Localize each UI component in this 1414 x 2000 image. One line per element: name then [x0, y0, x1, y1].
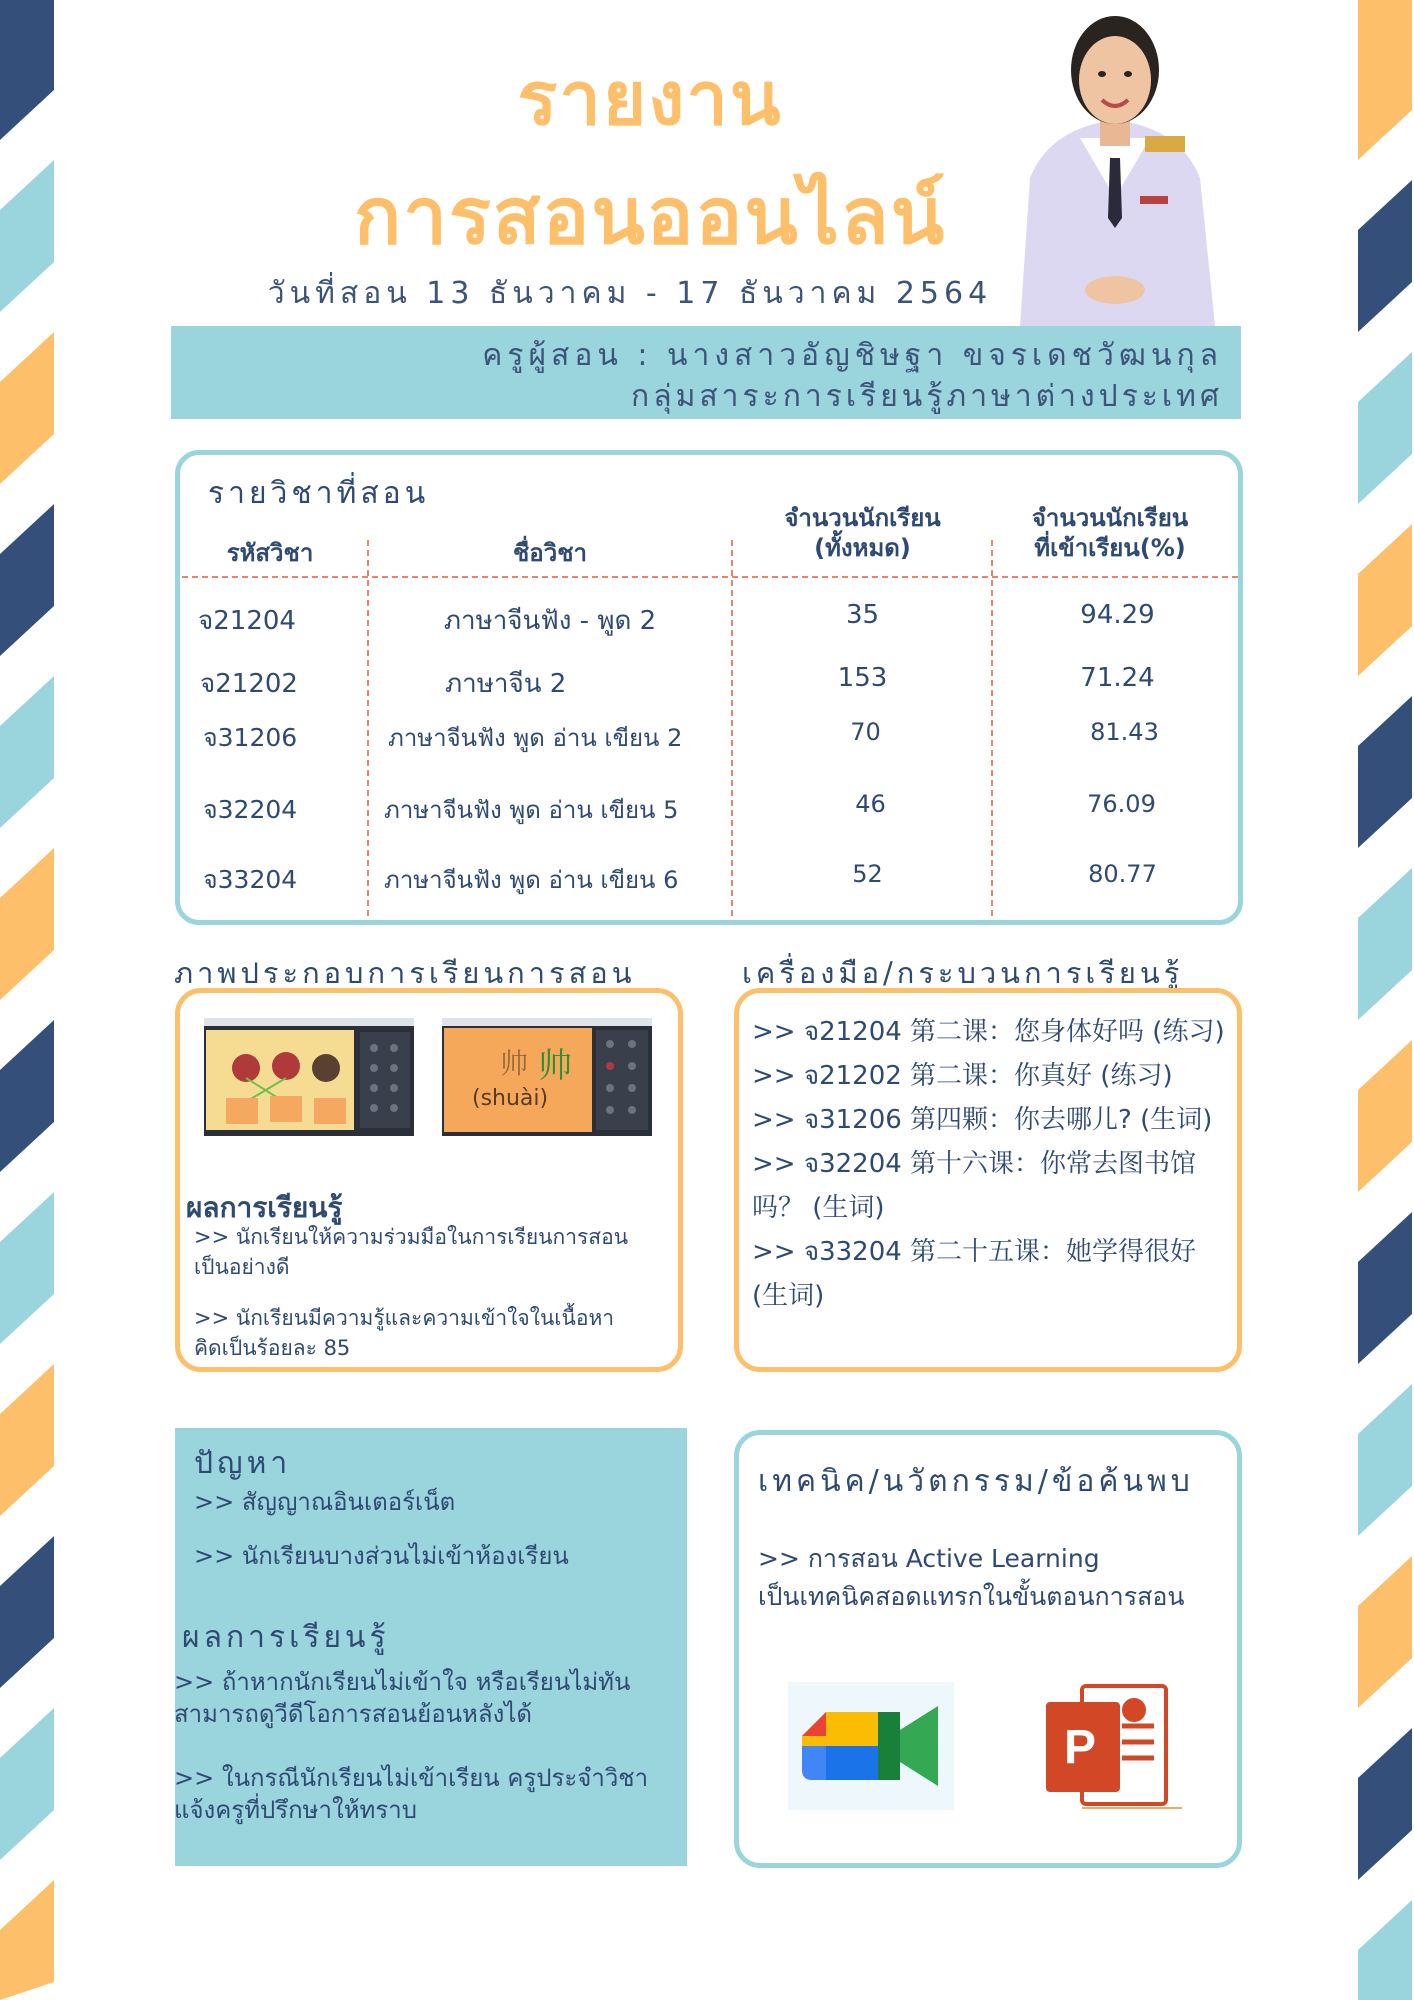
col-header-total-line1: จำนวนนักเรียน: [784, 504, 941, 532]
course-attend: 76.09: [1087, 790, 1156, 818]
tool-line: >> จ33204 第二十五课：她学得很好: [752, 1237, 1197, 1267]
classroom-screenshot-1: [204, 1018, 414, 1136]
course-attend: 81.43: [1090, 718, 1159, 746]
slide-character: 帅: [538, 1046, 572, 1086]
course-attend: 94.29: [1080, 600, 1155, 630]
tool-line: >> จ32204 第十六课：你常去图书馆: [752, 1149, 1197, 1179]
participant-panel: [596, 1030, 648, 1130]
outcome-item-2: [194, 1303, 614, 1363]
department-name: กลุ่มสาระการเรียนรู้ภาษาต่างประเทศ: [631, 379, 1223, 414]
solution-item-2-line2: แจ้งครูที่ปรึกษาให้ทราบ: [174, 1796, 417, 1824]
outcome-item-1: [194, 1222, 628, 1282]
course-total: 52: [852, 860, 883, 888]
problems-outcome-heading: ผลการเรียนรู้: [182, 1620, 390, 1655]
teacher-name: ครูผู้สอน : นางสาวอัญชิษฐา ขจรเดชวัฒนกุล: [482, 338, 1223, 373]
teaching-date: วันที่สอน 13 ธันวาคม - 17 ธันวาคม 2564: [267, 276, 993, 311]
courses-heading: รายวิชาที่สอน: [208, 476, 430, 511]
right-stripe-border: [1358, 0, 1412, 2000]
left-stripe-border: [0, 0, 54, 2000]
col-header-attend-line2: ที่เข้าเรียน(%): [1034, 534, 1186, 562]
problems-heading: ปัญหา: [194, 1446, 292, 1481]
course-total: 46: [855, 790, 886, 818]
col-header-attend-line1: จำนวนนักเรียน: [1031, 504, 1189, 532]
course-total: 153: [837, 663, 888, 693]
solution-item-1-line2: สามารถดูวีดีโอการสอนย้อนหลังได้: [174, 1700, 532, 1728]
course-name: ภาษาจีนฟัง พูด อ่าน เขียน 2: [388, 724, 683, 752]
course-attend: 71.24: [1080, 663, 1155, 693]
tool-line: (生词): [752, 1281, 825, 1311]
outcome-heading: ผลการเรียนรู้: [186, 1191, 343, 1224]
technique-item: [758, 1540, 1185, 1616]
tool-line: 吗？ (生词): [752, 1193, 885, 1223]
powerpoint-icon-shape: [1042, 1682, 1182, 1812]
tools-list: [752, 1010, 1225, 1318]
outcome-item-1-line2: เป็นอย่างดี: [194, 1255, 290, 1279]
outcome-item-1-line1: >> นักเรียนให้ความร่วมมือในการเรียนการสอน: [194, 1225, 629, 1249]
course-total: 35: [845, 600, 880, 630]
course-code: จ21202: [200, 669, 298, 699]
slide-character-outline: 帅: [500, 1047, 529, 1080]
course-name: ภาษาจีน 2: [445, 669, 567, 699]
tool-line: >> จ21204 第二课：您身体好吗 (练习): [752, 1017, 1225, 1047]
course-code: จ21204: [198, 606, 296, 636]
google-meet-icon: [788, 1682, 954, 1810]
course-code: จ32204: [203, 795, 298, 824]
solution-item-1-line1: >> ถ้าหากนักเรียนไม่เข้าใจ หรือเรียนไม่ทัน: [174, 1668, 631, 1696]
col-header-total-line2: (ทั้งหมด): [814, 534, 911, 562]
course-code: จ33204: [203, 865, 298, 894]
techniques-heading: เทคนิค/นวัตกรรม/ข้อค้นพบ: [758, 1464, 1194, 1499]
col-header-name: ชื่อวิชา: [513, 539, 587, 567]
teacher-info-bar: [171, 326, 1241, 419]
course-name: ภาษาจีนฟัง - พูด 2: [443, 606, 657, 636]
outcome-item-2-line2: คิดเป็นร้อยละ 85: [194, 1336, 351, 1360]
slide-area: [444, 1028, 592, 1132]
report-subtitle: การสอนออนไลน์: [353, 172, 947, 262]
course-total: 70: [850, 718, 881, 746]
powerpoint-icon: [1042, 1682, 1182, 1812]
course-code: จ31206: [203, 723, 298, 752]
tools-heading: เครื่องมือ/กระบวนการเรียนรู้: [742, 956, 1184, 990]
report-title: รายงาน: [517, 56, 783, 142]
problem-item-1: >> สัญญาณอินเตอร์เน็ต: [194, 1488, 456, 1516]
tool-line: >> จ21202 第二课：你真好 (练习): [752, 1061, 1173, 1091]
course-attend: 80.77: [1088, 860, 1157, 888]
tool-line: >> จ31206 第四颗：你去哪儿? (生词): [752, 1105, 1213, 1135]
outcome-item-2-line1: >> นักเรียนมีความรู้และความเข้าใจในเนื้อหา: [194, 1306, 615, 1330]
teacher-photo: [1010, 8, 1220, 326]
solution-item-2-line1: >> ในกรณีนักเรียนไม่เข้าเรียน ครูประจำวิชา: [174, 1764, 649, 1792]
technique-item-line2: เป็นเทคนิคสอดแทรกในขั้นตอนการสอน: [758, 1582, 1185, 1611]
powerpoint-letter: P: [1064, 1721, 1097, 1774]
photos-heading: ภาพประกอบการเรียนการสอน: [174, 956, 636, 990]
course-name: ภาษาจีนฟัง พูด อ่าน เขียน 5: [384, 796, 679, 824]
technique-item-line1: >> การสอน Active Learning: [758, 1544, 1100, 1573]
solution-item-2: [174, 1762, 648, 1826]
course-name: ภาษาจีนฟัง พูด อ่าน เขียน 6: [384, 866, 679, 894]
problem-item-2: >> นักเรียนบางส่วนไม่เข้าห้องเรียน: [194, 1542, 569, 1570]
classroom-screenshot-2: [442, 1018, 652, 1136]
solution-item-1: [174, 1666, 630, 1730]
slide-pinyin: (shuài): [472, 1086, 549, 1111]
screenshot-toolbar: [442, 1018, 652, 1026]
col-header-code: รหัสวิชา: [226, 539, 314, 567]
